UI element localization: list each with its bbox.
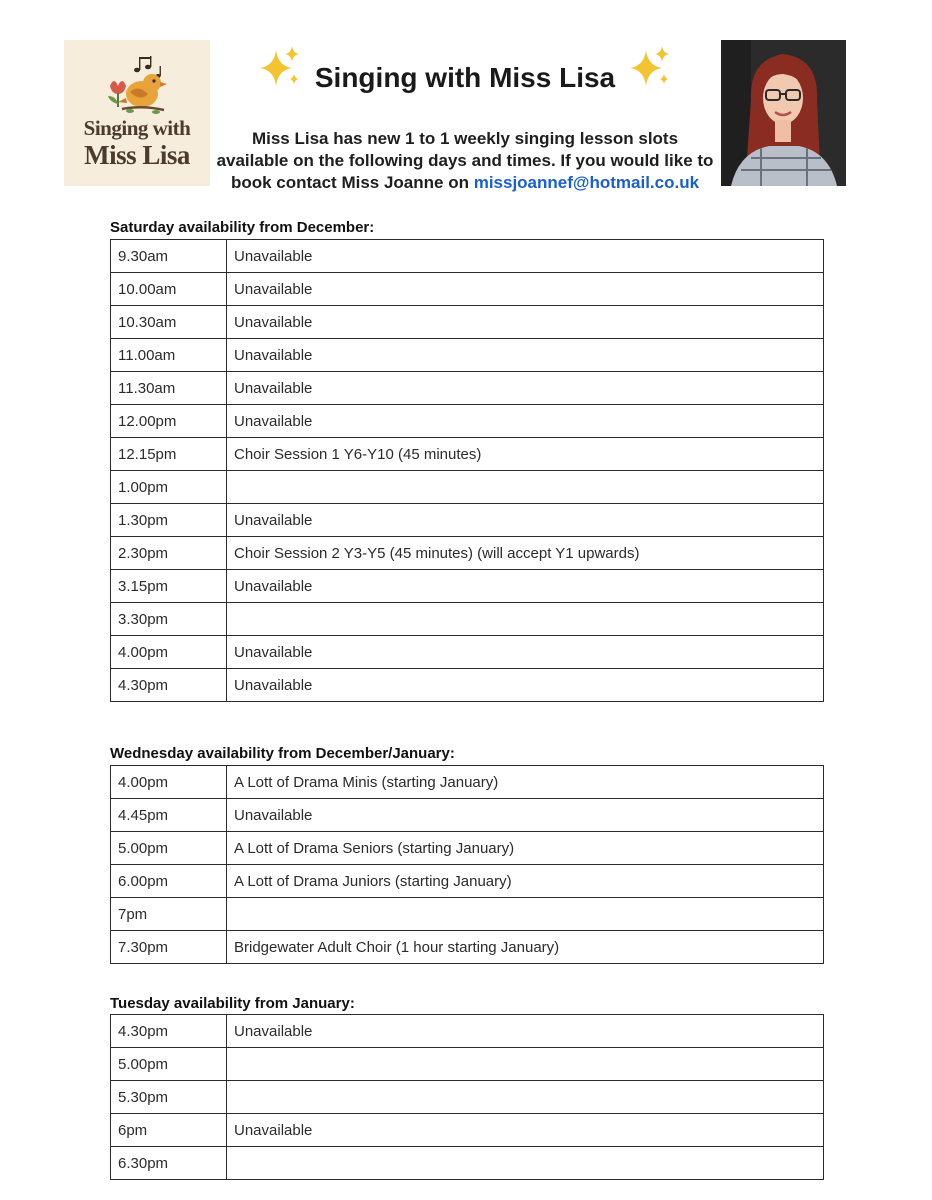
time-cell: 4.00pm <box>111 636 227 669</box>
status-cell: Bridgewater Adult Choir (1 hour starting January) <box>227 931 824 964</box>
status-cell: Unavailable <box>227 240 824 273</box>
status-cell: Unavailable <box>227 405 824 438</box>
time-cell: 6.30pm <box>111 1147 227 1180</box>
status-cell: A Lott of Drama Minis (starting January) <box>227 766 824 799</box>
section-heading-tuesday: Tuesday availability from January: <box>110 995 355 1012</box>
table-row <box>111 1015 824 1048</box>
status-cell: Choir Session 2 Y3-Y5 (45 minutes) (will accept Y1 upwards) <box>227 537 824 570</box>
status-cell: A Lott of Drama Seniors (starting January) <box>227 832 824 865</box>
time-cell: 7pm <box>111 898 227 931</box>
time-cell: 4.45pm <box>111 799 227 832</box>
table-row <box>111 1114 824 1147</box>
time-cell: 4.30pm <box>111 1015 227 1048</box>
time-cell: 1.30pm <box>111 504 227 537</box>
logo-text-line2: Miss Lisa <box>84 140 190 170</box>
schedule-table-saturday <box>110 239 824 702</box>
portrait-illustration <box>721 40 846 186</box>
intro-text: Miss Lisa has new 1 to 1 weekly singing lesson slots available on the following days and times. If you would like to book contact Miss Joanne on <box>216 129 714 192</box>
time-cell: 10.30am <box>111 306 227 339</box>
status-cell: Unavailable <box>227 339 824 372</box>
status-cell <box>227 898 824 931</box>
table-row <box>111 372 824 405</box>
status-cell: Unavailable <box>227 636 824 669</box>
time-cell: 9.30am <box>111 240 227 273</box>
table-row <box>111 504 824 537</box>
title-row <box>250 42 680 112</box>
status-cell: Unavailable <box>227 306 824 339</box>
time-cell: 11.00am <box>111 339 227 372</box>
table-row <box>111 1048 824 1081</box>
time-cell: 10.00am <box>111 273 227 306</box>
schedule-table-tuesday <box>110 1014 824 1180</box>
table-row <box>111 273 824 306</box>
time-cell: 12.15pm <box>111 438 227 471</box>
contact-email-link[interactable]: missjoannef@hotmail.co.uk <box>473 173 700 192</box>
status-cell: Unavailable <box>227 570 824 603</box>
intro-paragraph <box>215 128 715 194</box>
table-row <box>111 339 824 372</box>
time-cell: 4.30pm <box>111 669 227 702</box>
time-cell: 7.30pm <box>111 931 227 964</box>
table-row <box>111 405 824 438</box>
schedule-table-wednesday <box>110 765 824 964</box>
time-cell: 11.30am <box>111 372 227 405</box>
table-row <box>111 1081 824 1114</box>
time-cell: 6pm <box>111 1114 227 1147</box>
status-cell: Unavailable <box>227 799 824 832</box>
sparkles-icon <box>626 44 672 90</box>
time-cell: 3.15pm <box>111 570 227 603</box>
section-heading-wednesday: Wednesday availability from December/January: <box>110 745 455 762</box>
time-cell: 1.00pm <box>111 471 227 504</box>
portrait-photo <box>721 40 846 186</box>
table-row <box>111 1147 824 1180</box>
table-row <box>111 865 824 898</box>
table-row <box>111 537 824 570</box>
status-cell <box>227 471 824 504</box>
table-row <box>111 931 824 964</box>
time-cell: 12.00pm <box>111 405 227 438</box>
table-row <box>111 603 824 636</box>
table-row <box>111 471 824 504</box>
logo <box>64 40 210 186</box>
time-cell: 5.00pm <box>111 832 227 865</box>
time-cell: 3.30pm <box>111 603 227 636</box>
table-row <box>111 240 824 273</box>
page-title: Singing with Miss Lisa <box>314 62 616 93</box>
table-row <box>111 306 824 339</box>
status-cell <box>227 1147 824 1180</box>
time-cell: 5.00pm <box>111 1048 227 1081</box>
status-cell: Unavailable <box>227 669 824 702</box>
status-cell: Unavailable <box>227 273 824 306</box>
time-cell: 2.30pm <box>111 537 227 570</box>
table-row <box>111 570 824 603</box>
time-cell: 6.00pm <box>111 865 227 898</box>
status-cell <box>227 1081 824 1114</box>
logo-text-line1: Singing with <box>83 116 191 140</box>
table-row <box>111 766 824 799</box>
status-cell <box>227 1048 824 1081</box>
section-heading-saturday: Saturday availability from December: <box>110 219 375 236</box>
time-cell: 5.30pm <box>111 1081 227 1114</box>
bird-with-music-notes-icon <box>104 54 174 116</box>
table-row <box>111 898 824 931</box>
table-row <box>111 799 824 832</box>
table-row <box>111 669 824 702</box>
table-row <box>111 438 824 471</box>
time-cell: 4.00pm <box>111 766 227 799</box>
status-cell: Unavailable <box>227 504 824 537</box>
table-row <box>111 832 824 865</box>
status-cell <box>227 603 824 636</box>
status-cell: Unavailable <box>227 1015 824 1048</box>
status-cell: A Lott of Drama Juniors (starting January) <box>227 865 824 898</box>
status-cell: Unavailable <box>227 1114 824 1147</box>
table-row <box>111 636 824 669</box>
status-cell: Choir Session 1 Y6-Y10 (45 minutes) <box>227 438 824 471</box>
status-cell: Unavailable <box>227 372 824 405</box>
